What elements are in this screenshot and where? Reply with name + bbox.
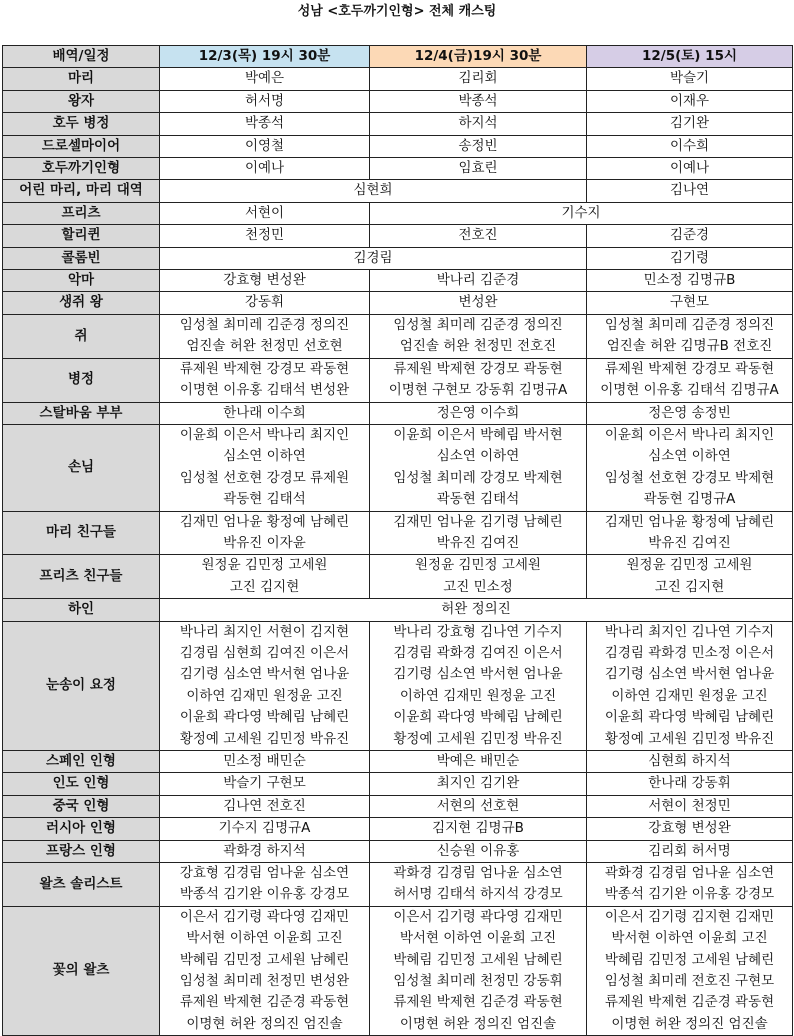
cast-line: 이하연 김재민 원정윤 고진 [611, 687, 768, 704]
table-row [3, 158, 793, 180]
cast-line: 이은서 김기령 곽다영 김재민 [393, 908, 563, 925]
cast-line: 이명현 구현모 강동휘 김명규A [388, 382, 568, 399]
role-name: 병정 [3, 358, 160, 402]
cast-cell [587, 270, 793, 292]
cast-line: 류제원 박제현 김준경 곽동현 [604, 994, 775, 1011]
cast-line: 원정윤 김민정 고세원 [201, 557, 328, 574]
table-row [3, 555, 793, 599]
cast-line: 박종석 김기완 이유홍 강경모 [179, 886, 350, 903]
cast-line: 임성철 최미레 전호진 구현모 [604, 973, 775, 990]
cast-cell [587, 135, 793, 157]
header-row [3, 46, 793, 68]
cast-line: 민소정 배민순 [223, 753, 306, 769]
cast-line: 김기령 심소연 박서현 엄나윤 [179, 666, 350, 683]
cast-cell [370, 751, 587, 773]
cast-line: 강효형 변성완 [223, 272, 306, 289]
cast-line: 박서현 이하연 이윤희 고진 [399, 930, 557, 947]
cast-cell [370, 158, 587, 180]
cast-cell [370, 292, 587, 314]
cast-line: 변성완 [458, 294, 498, 311]
cast-cell [370, 621, 587, 750]
cast-cell [587, 180, 793, 202]
role-name: 쥐 [3, 314, 160, 358]
cast-cell [160, 68, 370, 90]
cast-line: 천정민 [244, 227, 285, 244]
page-title: 성남 <호두까기인형> 전체 캐스팅 [297, 4, 497, 19]
cast-line: 박유진 김여진 [436, 534, 520, 551]
cast-line: 임성철 최미레 천정민 강동휘 [393, 973, 563, 990]
role-name: 인도 인형 [3, 773, 160, 795]
role-name: 콜롬빈 [3, 247, 160, 269]
cast-cell [160, 202, 370, 224]
cast-line: 이예나 [244, 160, 285, 177]
cast-cell [370, 511, 587, 555]
casting-table-body [3, 46, 793, 1036]
cast-line: 서현의 선호현 [436, 797, 520, 814]
cast-cell [587, 795, 793, 817]
cast-cell [370, 840, 587, 862]
cast-line: 이수희 [669, 137, 710, 154]
cast-cell [587, 424, 793, 511]
cast-line: 김기령 [669, 249, 710, 266]
cast-cell [160, 751, 370, 773]
header-role-label: 배역/일정 [3, 46, 160, 68]
role-name: 프리츠 [3, 202, 160, 224]
cast-line: 박혜림 김민정 고세원 남혜린 [393, 951, 563, 968]
cast-cell [160, 90, 370, 112]
cast-cell [160, 599, 793, 621]
cast-line: 곽동현 김명규A [643, 491, 736, 508]
cast-line: 곽화경 하지석 [223, 842, 306, 859]
cast-line: 김나연 전호진 [223, 797, 306, 814]
cast-line: 김재민 엄나윤 황정예 남혜린 [179, 513, 350, 530]
table-row [3, 358, 793, 402]
cast-cell [587, 621, 793, 750]
cast-line: 엄진솔 허완 김명규B 전호진 [606, 338, 773, 355]
cast-line: 박종석 [458, 92, 498, 109]
cast-cell [587, 751, 793, 773]
cast-line: 박슬기 [669, 70, 710, 87]
cast-line: 원정윤 김민정 고세원 [415, 557, 541, 574]
cast-line: 김지현 김명규B [432, 820, 524, 837]
cast-line: 이명현 이유홍 김태석 김명규A [600, 382, 779, 399]
cast-cell [160, 511, 370, 555]
cast-cell [160, 270, 370, 292]
cast-line: 이예나 [669, 160, 710, 177]
cast-line: 박나리 최지인 김나연 기수지 [604, 623, 775, 640]
cast-line: 한나래 강동휘 [648, 775, 731, 792]
role-name: 드로셀마이어 [3, 135, 160, 157]
cast-cell [160, 555, 370, 599]
table-row [3, 818, 793, 840]
role-name: 호두 병정 [3, 113, 160, 135]
cast-line: 심현희 하지석 [648, 753, 731, 769]
cast-line: 서현이 천정민 [648, 797, 731, 814]
cast-cell [160, 247, 587, 269]
cast-cell [370, 135, 587, 157]
role-name: 호두까기인형 [3, 158, 160, 180]
cast-cell [587, 113, 793, 135]
cast-cell [370, 202, 793, 224]
cast-line: 류제원 박제현 김준경 곽동현 [393, 994, 563, 1011]
cast-line: 김경림 [353, 249, 393, 266]
cast-line: 박나리 최지인 서현이 김지현 [179, 623, 350, 640]
cast-cell [370, 773, 587, 795]
cast-cell [587, 402, 793, 424]
table-row [3, 135, 793, 157]
cast-line: 임성철 최미레 천정민 변성완 [179, 973, 350, 990]
cast-cell [160, 863, 370, 907]
cast-line: 이하연 김재민 원정윤 고진 [186, 687, 343, 704]
role-name: 중국 인형 [3, 795, 160, 817]
table-row [3, 906, 793, 1035]
cast-line: 이은서 김기령 곽다영 김재민 [179, 908, 350, 925]
cast-line: 박예은 배민순 [436, 753, 520, 769]
role-name: 하인 [3, 599, 160, 621]
table-row [3, 90, 793, 112]
cast-line: 임성철 최미레 강경모 박제현 [393, 469, 563, 486]
cast-line: 강동휘 [244, 294, 285, 311]
cast-line: 박종석 김기완 이유홍 강경모 [604, 886, 775, 903]
cast-line: 곽동현 김태석 [223, 491, 306, 508]
cast-cell [160, 906, 370, 1035]
table-row [3, 202, 793, 224]
table-row [3, 68, 793, 90]
cast-cell [587, 247, 793, 269]
table-row [3, 180, 793, 202]
cast-cell [587, 358, 793, 402]
cast-line: 황정예 고세원 김민정 박유진 [604, 730, 775, 747]
table-row [3, 599, 793, 621]
cast-cell [160, 840, 370, 862]
cast-line: 김경림 곽화경 민소정 이은서 [604, 644, 775, 661]
cast-cell [370, 795, 587, 817]
cast-cell [587, 225, 793, 247]
cast-line: 김재민 엄나윤 김기령 남혜린 [393, 513, 563, 530]
role-name: 눈송이 요정 [3, 621, 160, 750]
table-row [3, 773, 793, 795]
cast-line: 원정윤 김민정 고세원 [626, 557, 753, 574]
cast-line: 김리회 허서명 [648, 842, 731, 859]
cast-line: 박나리 김준경 [436, 272, 520, 289]
cast-line: 강효형 변성완 [648, 820, 731, 837]
cast-line: 박슬기 구현모 [223, 775, 306, 792]
cast-line: 서현이 [244, 204, 285, 221]
cast-cell [370, 314, 587, 358]
cast-cell [370, 68, 587, 90]
cast-cell [370, 358, 587, 402]
cast-cell [160, 180, 587, 202]
cast-cell [370, 270, 587, 292]
cast-cell [160, 818, 370, 840]
cast-line: 곽동현 김태석 [436, 491, 520, 508]
cast-line: 이윤희 곽다영 박혜림 남혜린 [604, 709, 775, 726]
cast-cell [370, 906, 587, 1035]
role-name: 프리츠 친구들 [3, 555, 160, 599]
cast-line: 박종석 [244, 115, 285, 132]
cast-line: 이윤희 이은서 박혜림 박서현 [393, 426, 563, 443]
table-row [3, 402, 793, 424]
cast-line: 임성철 최미레 김준경 정의진 [393, 316, 563, 333]
header-date-3: 12/5(토) 15시 [587, 46, 793, 68]
cast-cell [160, 358, 370, 402]
cast-line: 김기령 심소연 박서현 엄나윤 [604, 666, 775, 683]
cast-line: 임성철 선호현 강경모 박제현 [604, 469, 775, 486]
cast-cell [160, 135, 370, 157]
cast-cell [587, 863, 793, 907]
cast-line: 류제원 박제현 김준경 곽동현 [179, 994, 350, 1011]
table-row [3, 292, 793, 314]
cast-cell [370, 402, 587, 424]
cast-line: 이윤희 곽다영 박혜림 남혜린 [393, 709, 563, 726]
cast-line: 박유진 이자윤 [223, 534, 306, 551]
cast-cell [160, 113, 370, 135]
cast-cell [370, 863, 587, 907]
cast-line: 구현모 [669, 294, 710, 311]
cast-cell [587, 511, 793, 555]
cast-cell [160, 292, 370, 314]
cast-line: 신승원 이유홍 [436, 842, 520, 859]
cast-line: 임성철 최미레 김준경 정의진 [179, 316, 350, 333]
cast-line: 기수지 [561, 204, 601, 221]
table-row [3, 270, 793, 292]
cast-cell [587, 68, 793, 90]
cast-line: 심현희 [353, 182, 393, 199]
role-name: 할리퀸 [3, 225, 160, 247]
cast-cell [587, 555, 793, 599]
cast-line: 최지인 김기완 [436, 775, 520, 792]
cast-cell [587, 818, 793, 840]
cast-cell [370, 818, 587, 840]
cast-line: 이윤희 이은서 박나리 최지인 [604, 426, 775, 443]
cast-line: 김기완 [669, 115, 710, 132]
cast-line: 심소연 이하연 [223, 448, 306, 465]
cast-cell [587, 314, 793, 358]
cast-line: 박나리 강효형 김나연 기수지 [393, 623, 563, 640]
cast-cell [370, 90, 587, 112]
cast-line: 고진 김지현 [229, 578, 300, 595]
table-row [3, 424, 793, 511]
cast-line: 김재민 엄나윤 황정예 남혜린 [604, 513, 775, 530]
cast-line: 고진 김지현 [654, 578, 725, 595]
cast-cell [160, 402, 370, 424]
cast-line: 정은영 송정빈 [648, 404, 731, 421]
cast-line: 고진 민소정 [443, 578, 513, 595]
cast-line: 류제원 박제현 강경모 곽동현 [604, 360, 775, 377]
header-date-2: 12/4(금)19시 30분 [370, 46, 587, 68]
cast-cell [587, 906, 793, 1035]
cast-cell [587, 158, 793, 180]
role-name: 스탈바움 부부 [3, 402, 160, 424]
cast-line: 한나래 이수희 [223, 404, 306, 421]
cast-line: 류제원 박제현 강경모 곽동현 [179, 360, 350, 377]
role-name: 마리 친구들 [3, 511, 160, 555]
cast-cell [160, 621, 370, 750]
cast-cell [370, 424, 587, 511]
cast-line: 곽화경 김경림 엄나윤 심소연 [393, 865, 563, 882]
cast-line: 김리회 [458, 70, 498, 87]
cast-line: 이명현 허완 정의진 엄진솔 [611, 1015, 768, 1032]
cast-line: 박서현 이하연 이윤희 고진 [611, 930, 768, 947]
table-row [3, 840, 793, 862]
role-name: 생쥐 왕 [3, 292, 160, 314]
cast-line: 박유진 김여진 [648, 534, 731, 551]
cast-cell [160, 314, 370, 358]
cast-line: 류제원 박제현 강경모 곽동현 [393, 360, 563, 377]
cast-line: 송정빈 [458, 137, 498, 154]
cast-line: 임성철 최미레 김준경 정의진 [604, 316, 775, 333]
cast-cell [370, 113, 587, 135]
cast-line: 박서현 이하연 이윤희 고진 [186, 930, 343, 947]
cast-line: 민소정 김명규B [643, 272, 736, 289]
cast-cell [160, 158, 370, 180]
cast-line: 김경림 심현희 김여진 이은서 [179, 644, 350, 661]
table-row [3, 247, 793, 269]
cast-line: 김나연 [669, 182, 710, 199]
table-row [3, 621, 793, 750]
role-name: 손님 [3, 424, 160, 511]
cast-line: 엄진솔 허완 천정민 선호현 [186, 338, 343, 355]
cast-line: 황정예 고세원 김민정 박유진 [179, 730, 350, 747]
cast-line: 이은서 김기령 김지현 김재민 [604, 908, 775, 925]
table-row [3, 314, 793, 358]
cast-line: 전호진 [458, 227, 498, 244]
role-name: 왕자 [3, 90, 160, 112]
cast-line: 하지석 [458, 115, 498, 132]
cast-cell [160, 795, 370, 817]
table-row [3, 863, 793, 907]
cast-cell [587, 840, 793, 862]
cast-line: 김경림 곽화경 김여진 이은서 [393, 644, 563, 661]
cast-cell [587, 292, 793, 314]
casting-table [2, 45, 793, 1036]
cast-cell [160, 773, 370, 795]
role-name: 왈츠 솔리스트 [3, 863, 160, 907]
table-row [3, 225, 793, 247]
cast-cell [160, 424, 370, 511]
role-name: 마리 [3, 68, 160, 90]
cast-line: 강효형 김경림 엄나윤 심소연 [179, 865, 350, 882]
cast-line: 박혜림 김민정 고세원 남혜린 [604, 951, 775, 968]
table-row [3, 113, 793, 135]
cast-line: 이재우 [669, 92, 710, 109]
cast-line: 심소연 이하연 [436, 448, 520, 465]
cast-line: 이명현 허완 정의진 엄진솔 [399, 1015, 557, 1032]
cast-line: 임성철 선호현 강경모 류제원 [179, 469, 350, 486]
cast-line: 심소연 이하연 [648, 448, 731, 465]
cast-line: 박예은 [244, 70, 285, 87]
cast-line: 김준경 [669, 227, 710, 244]
cast-cell [587, 90, 793, 112]
cast-line: 이명현 이유홍 김태석 변성완 [179, 382, 350, 399]
cast-line: 곽화경 김경림 엄나윤 심소연 [604, 865, 775, 882]
cast-line: 이윤희 곽다영 박혜림 남혜린 [179, 709, 350, 726]
cast-cell [587, 773, 793, 795]
cast-cell [370, 555, 587, 599]
role-name: 어린 마리, 마리 대역 [3, 180, 160, 202]
table-row [3, 511, 793, 555]
cast-line: 이하연 김재민 원정윤 고진 [399, 687, 557, 704]
cast-line: 허완 정의진 [441, 601, 511, 618]
role-name: 스페인 인형 [3, 751, 160, 773]
cast-line: 엄진솔 허완 천정민 전호진 [399, 338, 557, 355]
cast-line: 이명현 허완 정의진 엄진솔 [186, 1015, 343, 1032]
cast-line: 허서명 김태석 하지석 강경모 [393, 886, 563, 903]
role-name: 프랑스 인형 [3, 840, 160, 862]
cast-line: 박혜림 김민정 고세원 남혜린 [179, 951, 350, 968]
header-date-1: 12/3(목) 19시 30분 [160, 46, 370, 68]
cast-line: 임효린 [458, 160, 498, 177]
table-row [3, 795, 793, 817]
role-name: 러시아 인형 [3, 818, 160, 840]
cast-line: 정은영 이수희 [436, 404, 520, 421]
cast-line: 이영철 [244, 137, 285, 154]
cast-cell [160, 225, 370, 247]
role-name: 악마 [3, 270, 160, 292]
table-row [3, 751, 793, 773]
cast-line: 김기령 심소연 박서현 엄나윤 [393, 666, 563, 683]
cast-line: 허서명 [244, 92, 285, 109]
role-name: 꽃의 왈츠 [3, 906, 160, 1035]
cast-line: 기수지 김명규A [218, 820, 311, 837]
cast-line: 황정예 고세원 김민정 박유진 [393, 730, 563, 747]
cast-cell [370, 225, 587, 247]
cast-line: 이윤희 이은서 박나리 최지인 [179, 426, 350, 443]
